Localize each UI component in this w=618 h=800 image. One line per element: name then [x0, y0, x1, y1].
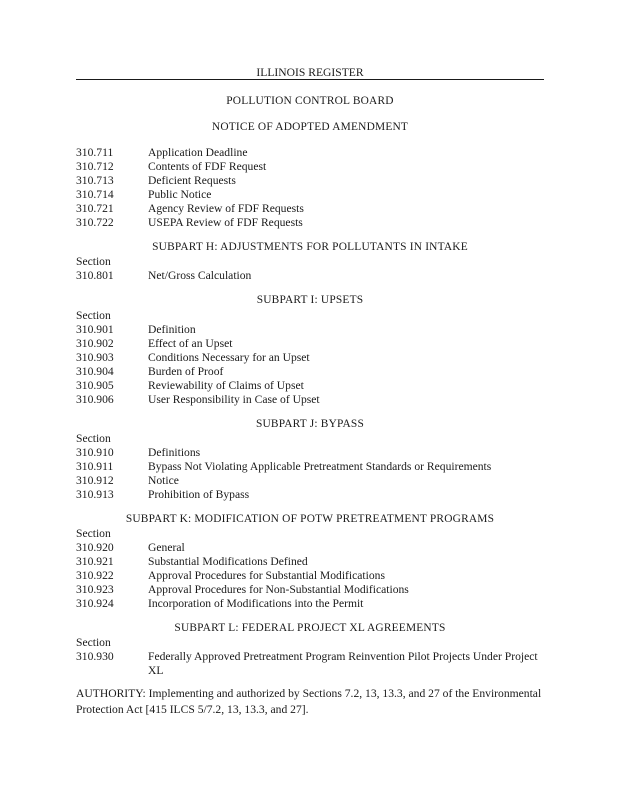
list-item: [76, 365, 546, 379]
section-title: Prohibition of Bypass: [148, 488, 250, 501]
board-name: POLLUTION CONTROL BOARD: [226, 95, 394, 107]
section-number: 310.921: [76, 555, 114, 568]
list-item: [76, 188, 546, 202]
section-title: Bypass Not Violating Applicable Pretreatment Standards or Requirements: [148, 460, 492, 473]
subpart-l-heading: SUBPART L: FEDERAL PROJECT XL AGREEMENTS: [174, 622, 446, 634]
section-title: General: [148, 541, 185, 554]
list-item: [76, 323, 546, 337]
section-number: 310.911: [76, 460, 114, 473]
section-number: 310.713: [76, 174, 114, 187]
list-item: [76, 202, 546, 216]
section-title: Definitions: [148, 446, 201, 459]
section-title: Definition: [148, 323, 196, 336]
authority-note: AUTHORITY: Implementing and authorized by Sections 7.2, 13, 13.3, and 27 of the Environmental Protection Act [415 ILCS 5/7.2, 13, 13.3, and 27].: [76, 687, 542, 716]
list-item: [76, 160, 546, 174]
list-item: [76, 337, 546, 351]
section-number: 310.714: [76, 188, 114, 201]
section-title: Notice: [148, 474, 179, 487]
list-item: [76, 460, 546, 474]
section-number: 310.906: [76, 393, 114, 406]
list-item: [76, 541, 546, 555]
list-item: [76, 488, 546, 502]
list-item: [76, 650, 546, 678]
section-number: 310.922: [76, 569, 114, 582]
section-number: 310.924: [76, 597, 114, 610]
section-number: 310.721: [76, 202, 114, 215]
list-item: [76, 569, 546, 583]
register-header: [76, 66, 544, 79]
section-title: Approval Procedures for Substantial Modifications: [148, 569, 385, 582]
section-number: 310.913: [76, 488, 114, 501]
subpart-j-heading: SUBPART J: BYPASS: [255, 418, 365, 430]
section-number: 310.722: [76, 216, 114, 229]
section-number: 310.912: [76, 474, 114, 487]
section-title: Approval Procedures for Non-Substantial Modifications: [148, 583, 409, 596]
list-item: [76, 174, 546, 188]
section-title: User Responsibility in Case of Upset: [148, 393, 320, 406]
section-title: Agency Review of FDF Requests: [148, 202, 304, 215]
subpart-h-heading: SUBPART H: ADJUSTMENTS FOR POLLUTANTS IN INTAKE: [152, 241, 468, 253]
section-title: Reviewability of Claims of Upset: [148, 379, 304, 392]
section-label: Section: [76, 636, 111, 649]
section-number: 310.930: [76, 650, 114, 663]
section-number: 310.904: [76, 365, 114, 378]
section-title: Deficient Requests: [148, 174, 236, 187]
section-title: Public Notice: [148, 188, 212, 201]
section-number: 310.905: [76, 379, 114, 392]
header-rule: [76, 79, 544, 80]
section-title: Application Deadline: [148, 146, 248, 159]
section-title: Burden of Proof: [148, 365, 224, 378]
list-item: [76, 597, 546, 611]
list-item: [76, 393, 546, 407]
section-number: 310.920: [76, 541, 114, 554]
section-number: 310.903: [76, 351, 114, 364]
notice-title: NOTICE OF ADOPTED AMENDMENT: [211, 121, 409, 133]
section-number: 310.923: [76, 583, 114, 596]
section-number: 310.910: [76, 446, 114, 459]
section-number: 310.902: [76, 337, 114, 350]
list-item: [76, 269, 546, 283]
section-title: Incorporation of Modifications into the Permit: [148, 597, 364, 610]
section-number: 310.712: [76, 160, 114, 173]
section-title: Net/Gross Calculation: [148, 269, 252, 282]
subpart-i-heading: SUBPART I: UPSETS: [256, 294, 364, 306]
list-item: [76, 351, 546, 365]
section-title: Conditions Necessary for an Upset: [148, 351, 310, 364]
list-item: [76, 216, 546, 230]
list-item: [76, 555, 546, 569]
section-number: 310.711: [76, 146, 114, 159]
register-title: ILLINOIS REGISTER: [256, 66, 364, 79]
section-number: 310.801: [76, 269, 114, 282]
section-title: Substantial Modifications Defined: [148, 555, 308, 568]
section-title: Contents of FDF Request: [148, 160, 267, 173]
section-label: Section: [76, 309, 111, 322]
list-item: [76, 146, 546, 160]
list-item: [76, 379, 546, 393]
list-item: [76, 446, 546, 460]
section-title: USEPA Review of FDF Requests: [148, 216, 303, 229]
list-item: [76, 583, 546, 597]
section-number: 310.901: [76, 323, 114, 336]
section-label: Section: [76, 527, 111, 540]
section-label: Section: [76, 255, 111, 268]
section-title: Federally Approved Pretreatment Program Reinvention Pilot Projects Under Project XL: [148, 650, 538, 677]
section-title: Effect of an Upset: [148, 337, 233, 350]
section-label: Section: [76, 432, 111, 445]
list-item: [76, 474, 546, 488]
subpart-k-heading: SUBPART K: MODIFICATION OF POTW PRETREATMENT PROGRAMS: [125, 513, 495, 525]
